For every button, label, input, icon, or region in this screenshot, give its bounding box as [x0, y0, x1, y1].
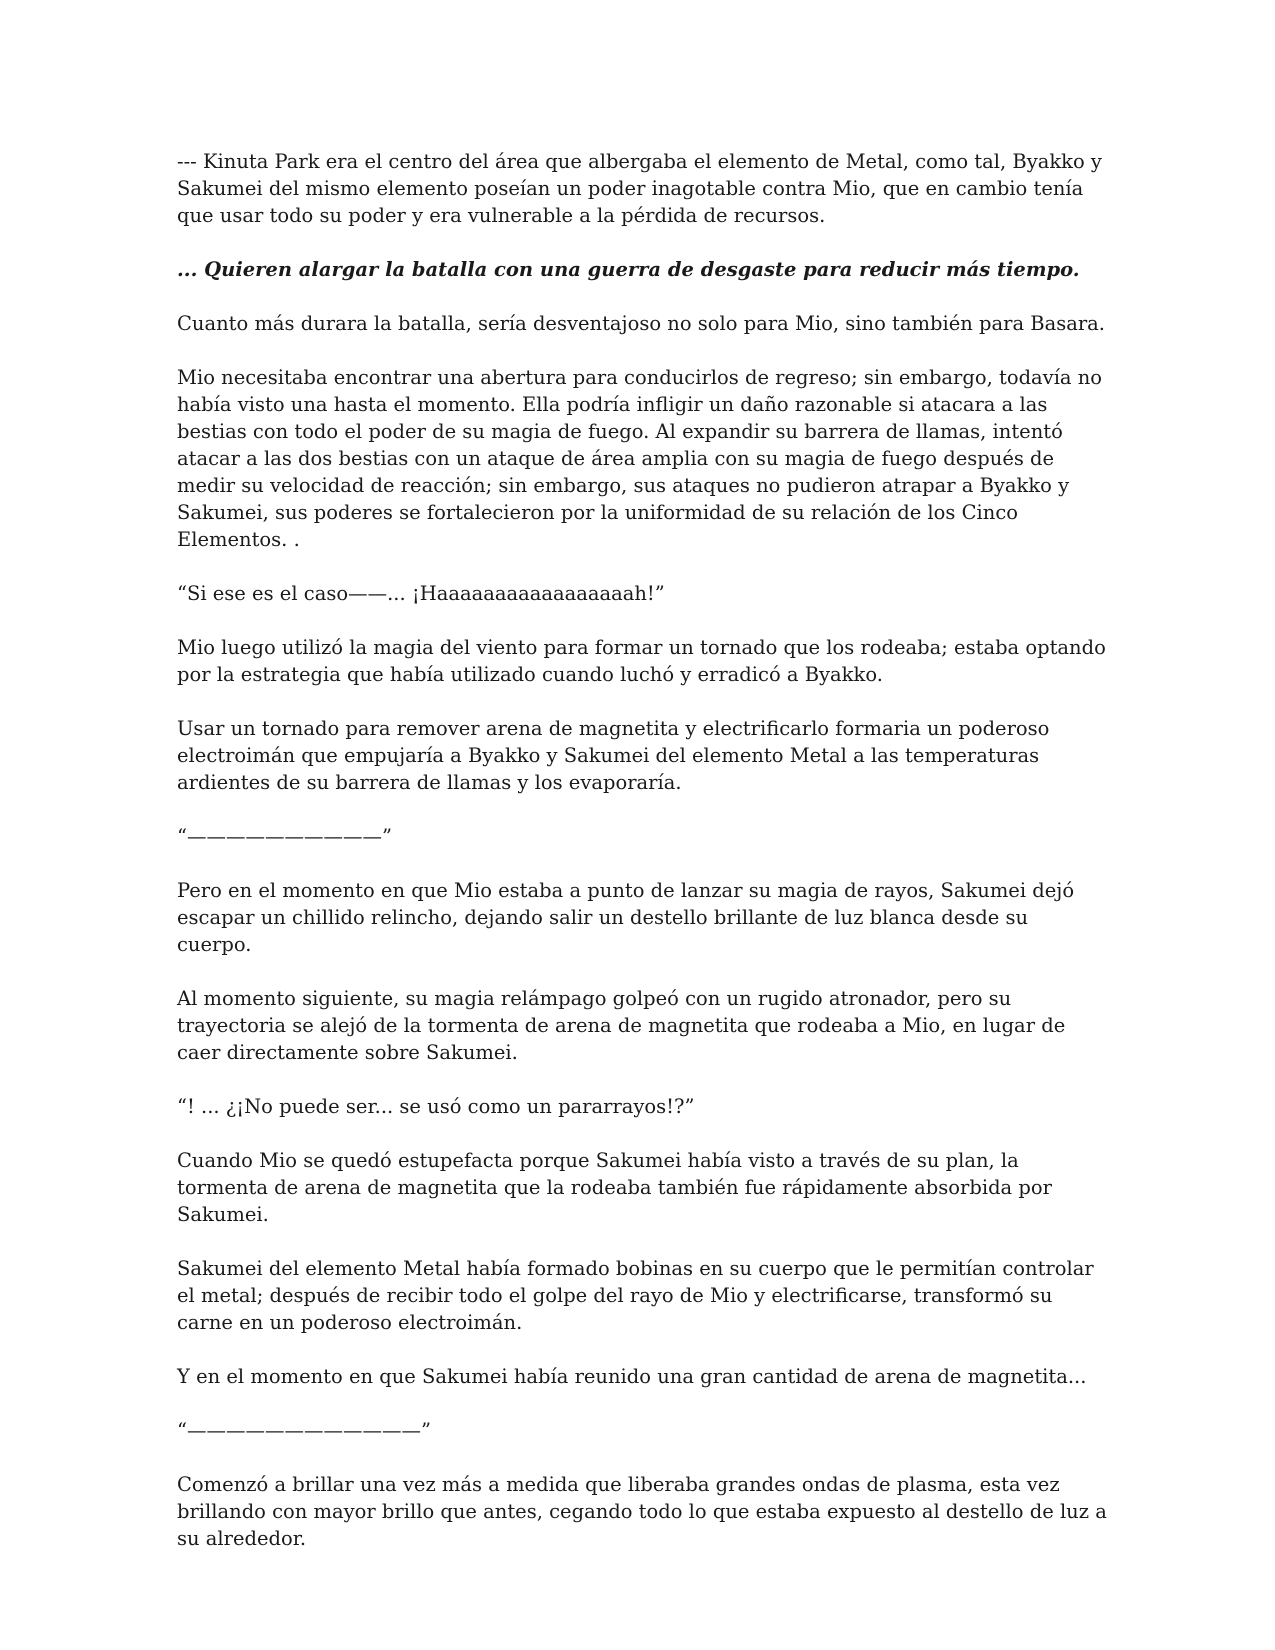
dialogue-line: “! ... ¿¡No puede ser... se usó como un pararrayos!?”	[177, 1095, 695, 1118]
paragraph: Pero en el momento en que Mio estaba a punto de lanzar su magia de rayos, Sakumei dejó escapar un chillido relincho, dejando salir un destello brillante de luz blanca desde su cuerpo.	[177, 879, 1081, 956]
paragraph: Usar un tornado para remover arena de magnetita y electrificarlo formaria un poderoso electroimán que empujaría a Byakko y Sakumei del elemento Metal a las temperaturas ardientes de su barrera de llamas y los evaporaría.	[177, 717, 1056, 794]
dialogue-dash-line: “——————————”	[177, 825, 392, 848]
paragraph: Cuanto más durara la batalla, sería desventajoso no solo para Mio, sino también para Basara.	[177, 312, 1106, 335]
paragraph: Mio luego utilizó la magia del viento para formar un tornado que los rodeaba; estaba optando por la estrategia que había utilizado cuando luchó y erradicó a Byakko.	[177, 636, 1113, 686]
paragraph: Comenzó a brillar una vez más a medida que liberaba grandes ondas de plasma, esta vez brillando con mayor brillo que antes, cegando todo lo que estaba expuesto al destello de luz a su alrededor.	[177, 1473, 1114, 1550]
dialogue-line: “Si ese es el caso——... ¡Haaaaaaaaaaaaaaaaah!”	[177, 582, 665, 605]
emphasized-thought: ... Quieren alargar la batalla con una guerra de desgaste para reducir más tiempo.	[177, 258, 1080, 281]
paragraph: Al momento siguiente, su magia relámpago golpeó con un rugido atronador, pero su trayectoria se alejó de la tormenta de arena de magnetita que rodeaba a Mio, en lugar de caer directamente sobre Sakumei.	[177, 987, 1072, 1064]
paragraph: Cuando Mio se quedó estupefacta porque Sakumei había visto a través de su plan, la tormenta de arena de magnetita que la rodeaba también fue rápidamente absorbida por Sakumei.	[177, 1149, 1059, 1226]
paragraph: Mio necesitaba encontrar una abertura para conducirlos de regreso; sin embargo, todavía no había visto una hasta el momento. Ella podría infligir un daño razonable si atacara a las bestias con todo el poder de su magia de fuego. Al expandir su barrera de llamas, intentó atacar a las dos bestias con un ataque de área amplia con su magia de fuego después de medir su velocidad de reacción; sin embargo, sus ataques no pudieron atrapar a Byakko y Sakumei, sus poderes se fortalecieron por la uniformidad de su relación de los Cinco Elementos. .	[177, 366, 1109, 551]
paragraph: --- Kinuta Park era el centro del área que albergaba el elemento de Metal, como tal, Byakko y Sakumei del mismo elemento poseían un poder inagotable contra Mio, que en cambio tenía que usar todo su poder y era vulnerable a la pérdida de recursos.	[177, 150, 1109, 227]
dialogue-dash-line: “————————————”	[177, 1419, 431, 1442]
paragraph: Y en el momento en que Sakumei había reunido una gran cantidad de arena de magnetita...	[177, 1365, 1087, 1388]
paragraph: Sakumei del elemento Metal había formado bobinas en su cuerpo que le permitían controlar el metal; después de recibir todo el golpe del rayo de Mio y electrificarse, transformó su carne en un poderoso electroimán.	[177, 1257, 1100, 1334]
document-body	[177, 148, 1114, 1579]
